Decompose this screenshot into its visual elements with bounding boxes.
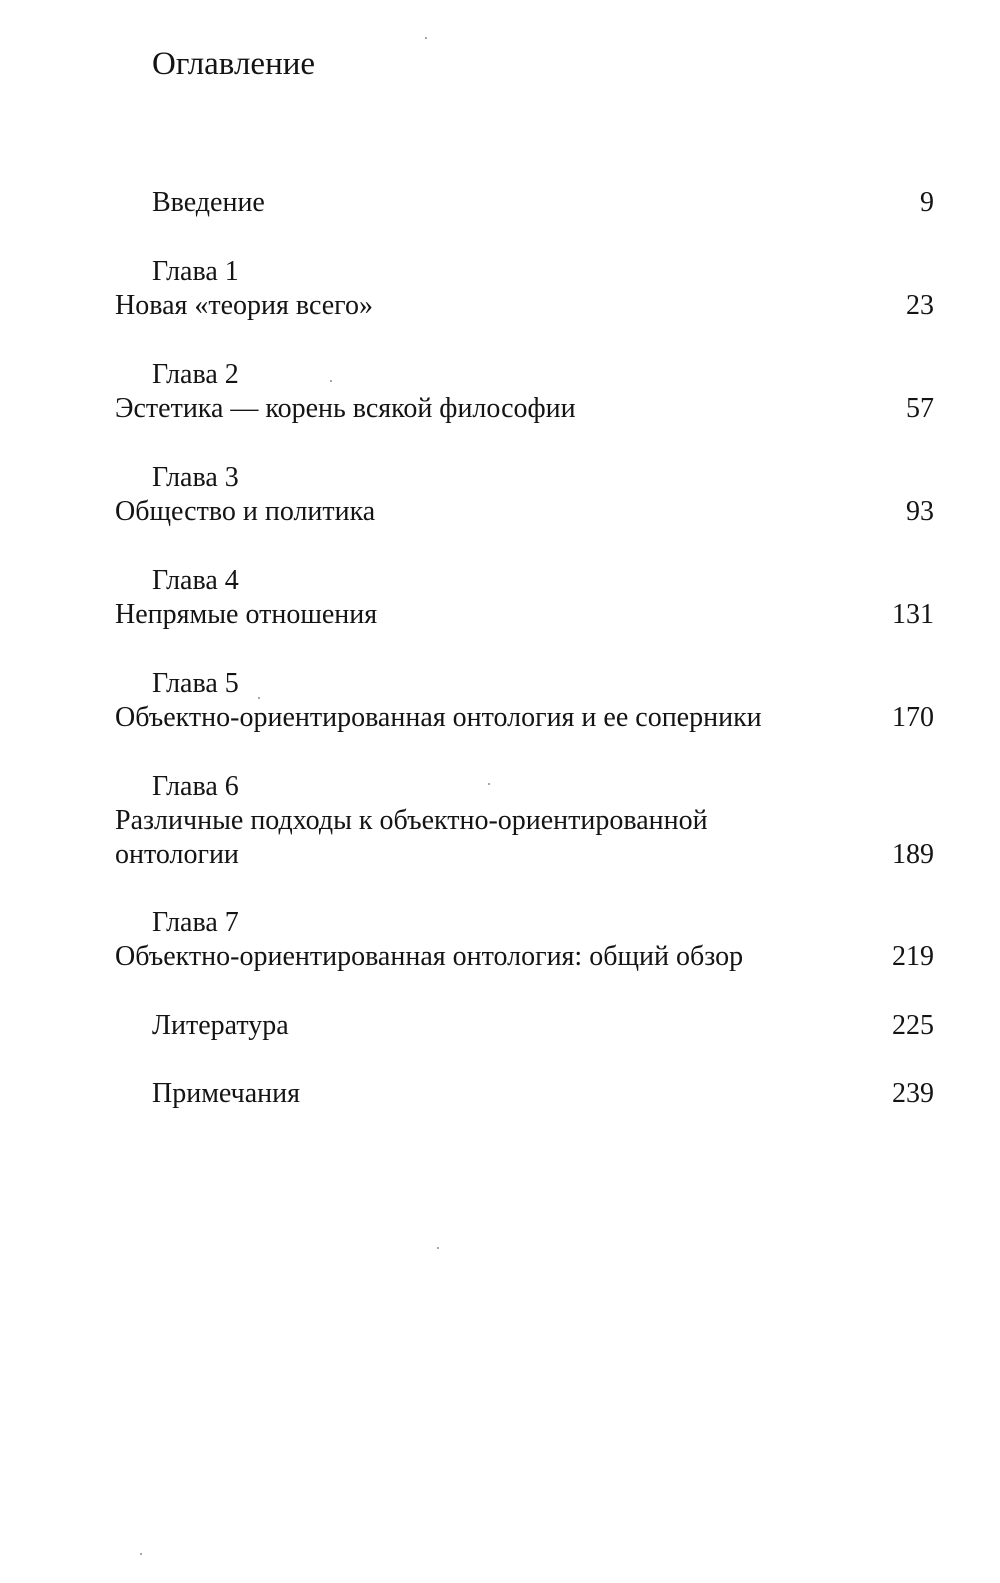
toc-chapter-7-page: 219 bbox=[892, 941, 934, 972]
scan-speck bbox=[488, 783, 490, 785]
toc-chapter-7-label: Глава 7 bbox=[152, 907, 239, 938]
toc-chapter-1-page: 23 bbox=[906, 290, 934, 321]
toc-chapter-2-label: Глава 2 bbox=[152, 359, 239, 390]
toc-chapter-2-title: Эстетика — корень всякой философии bbox=[115, 393, 576, 424]
toc-entry-bibliography-page: 225 bbox=[892, 1010, 934, 1041]
scan-speck bbox=[425, 37, 427, 39]
toc-chapter-5-title: Объектно-ориентированная онтология и ее соперники bbox=[115, 702, 762, 733]
toc-entry-notes-page: 239 bbox=[892, 1078, 934, 1109]
toc-chapter-4-title: Непрямые отношения bbox=[115, 599, 378, 630]
toc-chapter-4-page: 131 bbox=[892, 599, 934, 630]
toc-chapter-1-title: Новая «теория всего» bbox=[115, 290, 373, 321]
toc-chapter-5-label: Глава 5 bbox=[152, 668, 239, 699]
toc-entry-bibliography-title: Литература bbox=[152, 1010, 289, 1041]
toc-entry-notes-title: Примечания bbox=[152, 1078, 301, 1109]
toc-chapter-6-title-line-2: онтологии bbox=[115, 839, 239, 870]
toc-chapter-2-page: 57 bbox=[906, 393, 934, 424]
toc-chapter-3-title: Общество и политика bbox=[115, 496, 376, 527]
scan-speck bbox=[437, 1247, 439, 1249]
scan-speck bbox=[330, 380, 332, 382]
toc-chapter-6-label: Глава 6 bbox=[152, 771, 239, 802]
toc-chapter-3-page: 93 bbox=[906, 496, 934, 527]
toc-chapter-3-label: Глава 3 bbox=[152, 462, 239, 493]
toc-entry-introduction-title: Введение bbox=[152, 187, 265, 218]
toc-chapter-1-label: Глава 1 bbox=[152, 256, 239, 287]
toc-chapter-6-title-line-1: Различные подходы к объектно-ориентированной bbox=[115, 805, 708, 836]
toc-heading: Оглавление bbox=[152, 46, 316, 82]
toc-entry-introduction-page: 9 bbox=[920, 187, 934, 218]
scan-speck bbox=[258, 697, 260, 699]
toc-chapter-5-page: 170 bbox=[892, 702, 934, 733]
toc-chapter-4-label: Глава 4 bbox=[152, 565, 239, 596]
scan-speck bbox=[140, 1553, 142, 1555]
toc-chapter-6-page: 189 bbox=[892, 839, 934, 870]
toc-chapter-7-title: Объектно-ориентированная онтология: общий обзор bbox=[115, 941, 744, 972]
